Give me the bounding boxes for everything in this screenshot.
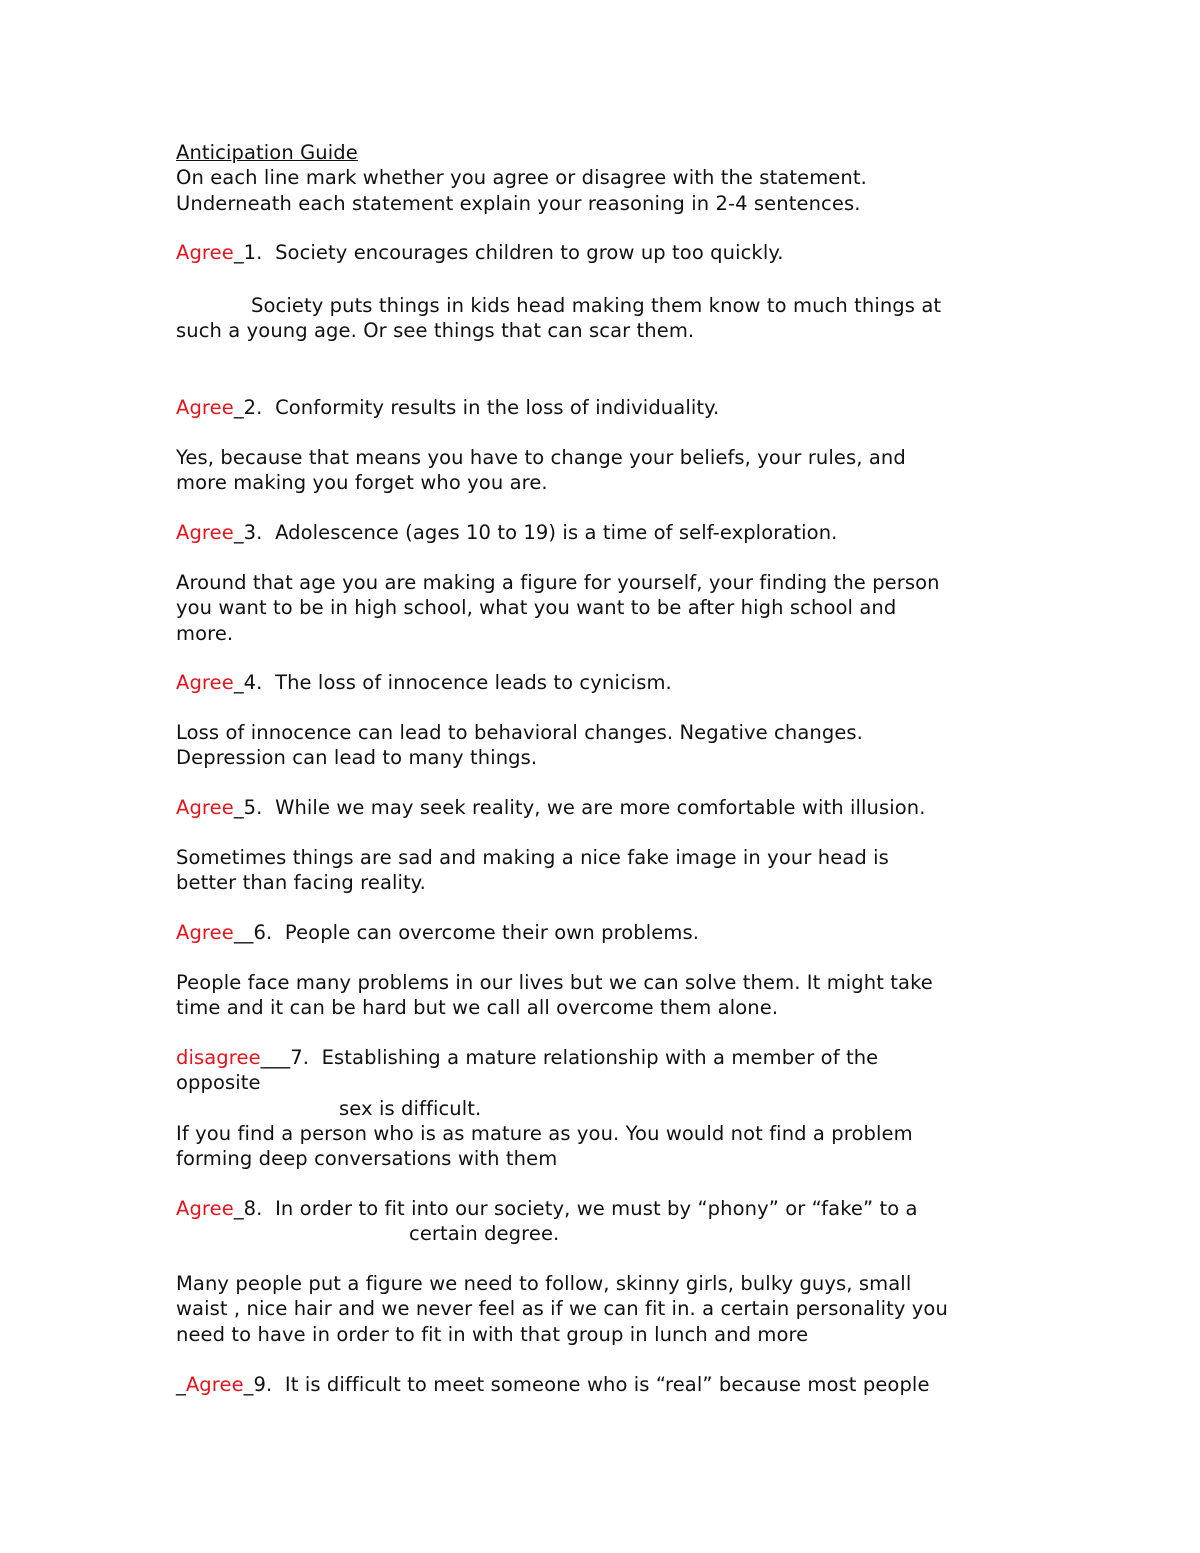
- answer-line: more making you forget who you are.: [176, 471, 548, 495]
- statement-text: _8. In order to fit into our society, we must by “phony” or “fake” to a: [233, 1197, 918, 1221]
- answer-line: you want to be in high school, what you want to be after high school and: [176, 596, 897, 620]
- statement-mark: Agree: [176, 921, 234, 945]
- answer-line: If you find a person who is as mature as you. You would not find a problem: [176, 1121, 913, 1145]
- statement-text: _1. Society encourages children to grow up too quickly.: [233, 241, 784, 265]
- document-page: [176, 140, 1036, 1397]
- answer-line: Society puts things in kids head making them know to much things at: [251, 293, 942, 317]
- instruction-line: On each line mark whether you agree or disagree with the statement.: [176, 166, 867, 190]
- answer-line: better than facing reality.: [176, 871, 426, 895]
- statement-mark: Agree: [176, 1197, 234, 1221]
- answer-line: time and it can be hard but we call all overcome them alone.: [176, 996, 779, 1020]
- statement-text: _4. The loss of innocence leads to cynicism.: [233, 671, 672, 695]
- statement-1: [176, 240, 1036, 265]
- statement-mark: Agree: [176, 396, 234, 420]
- statement-continuation: sex is difficult.: [339, 1096, 482, 1120]
- statement-mark: Agree: [185, 1372, 244, 1396]
- statement-prefix: _: [176, 1372, 186, 1396]
- answer-line: Sometimes things are sad and making a nice fake image in your head is: [176, 846, 889, 870]
- statement-continuation: opposite: [176, 1071, 261, 1095]
- statement-5: [176, 795, 1036, 820]
- statement-mark: Agree: [176, 521, 234, 545]
- statement-6: [176, 920, 1036, 945]
- statement-text: _9. It is difficult to meet someone who is “real” because most people: [243, 1372, 930, 1396]
- statement-8: [176, 1196, 1036, 1221]
- statement-text: ___7. Establishing a mature relationship with a member of the: [260, 1046, 879, 1070]
- statement-7: [176, 1045, 1036, 1070]
- answer-line: People face many problems in our lives but we can solve them. It might take: [176, 970, 933, 994]
- instruction-line: Underneath each statement explain your reasoning in 2-4 sentences.: [176, 191, 861, 215]
- statement-continuation: certain degree.: [409, 1222, 560, 1246]
- statement-2: [176, 395, 1036, 420]
- statement-mark: Agree: [176, 796, 234, 820]
- answer-line: waist , nice hair and we never feel as if we can fit in. a certain personality you: [176, 1297, 948, 1321]
- statement-mark: Agree: [176, 671, 234, 695]
- answer-line: more.: [176, 621, 234, 645]
- answer-line: Depression can lead to many things.: [176, 746, 538, 770]
- statement-3: [176, 520, 1036, 545]
- answer-line: Yes, because that means you have to change your beliefs, your rules, and: [176, 446, 906, 470]
- answer-line: Loss of innocence can lead to behavioral changes. Negative changes.: [176, 721, 863, 745]
- answer-line: forming deep conversations with them: [176, 1147, 558, 1171]
- statement-text: _5. While we may seek reality, we are more comfortable with illusion.: [233, 796, 926, 820]
- answer-line: Around that age you are making a figure for yourself, your finding the person: [176, 570, 940, 594]
- statement-text: __6. People can overcome their own problems.: [233, 921, 700, 945]
- statement-text: _2. Conformity results in the loss of individuality.: [233, 396, 720, 420]
- statement-9: [176, 1372, 1036, 1397]
- answer-line: Many people put a figure we need to follow, skinny girls, bulky guys, small: [176, 1272, 912, 1296]
- statement-mark: disagree: [176, 1046, 261, 1070]
- statement-mark: Agree: [176, 241, 234, 265]
- statement-text: _3. Adolescence (ages 10 to 19) is a time of self-exploration.: [233, 521, 838, 545]
- answer-line: such a young age. Or see things that can scar them.: [176, 318, 695, 342]
- document-title: Anticipation Guide: [176, 141, 358, 164]
- answer-line: need to have in order to fit in with that group in lunch and more: [176, 1322, 809, 1346]
- statement-4: [176, 670, 1036, 695]
